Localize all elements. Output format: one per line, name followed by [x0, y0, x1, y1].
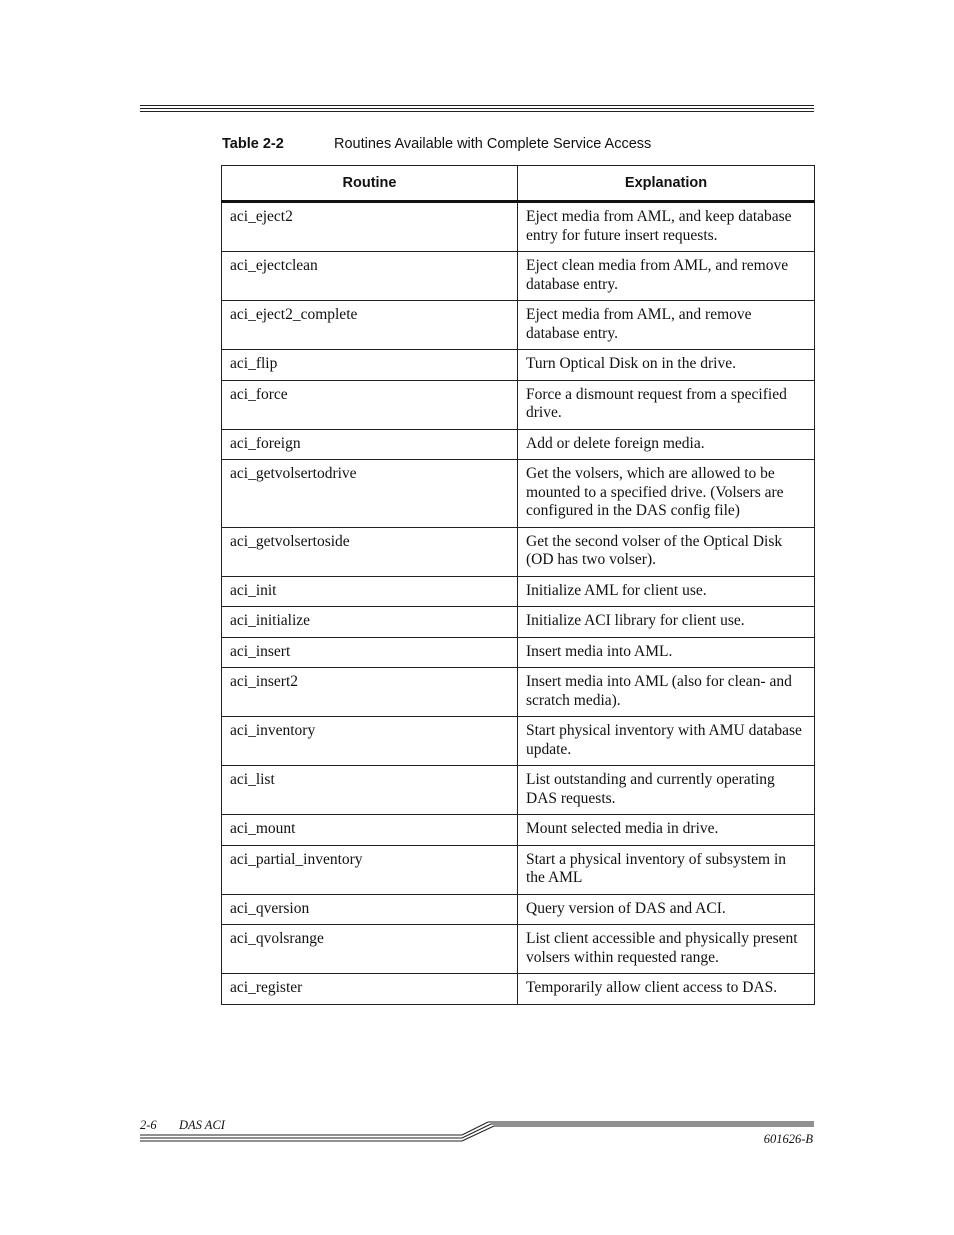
routine-cell: aci_init: [222, 576, 518, 607]
routine-cell: aci_flip: [222, 350, 518, 381]
routine-cell: aci_insert2: [222, 668, 518, 717]
explanation-cell: Initialize AML for client use.: [518, 576, 815, 607]
page-number: 2-6: [140, 1118, 157, 1132]
table-number: Table 2-2: [222, 136, 284, 152]
explanation-cell: List client accessible and physically present volsers within requested range.: [518, 925, 815, 974]
explanation-cell: Initialize ACI library for client use.: [518, 607, 815, 638]
routine-cell: aci_getvolsertodrive: [222, 460, 518, 528]
routine-cell: aci_initialize: [222, 607, 518, 638]
table-title: Routines Available with Complete Service Access: [334, 136, 652, 152]
routine-cell: aci_register: [222, 974, 518, 1005]
explanation-cell: Start a physical inventory of subsystem in the AML: [518, 845, 815, 894]
routine-cell: aci_eject2: [222, 202, 518, 252]
column-header-explanation: Explanation: [518, 166, 815, 202]
explanation-cell: Eject media from AML, and keep database entry for future insert requests.: [518, 202, 815, 252]
explanation-cell: Get the volsers, which are allowed to be mounted to a specified drive. (Volsers are configured in the DAS config file): [518, 460, 815, 528]
footer-left: [140, 1118, 225, 1133]
routine-cell: aci_mount: [222, 815, 518, 846]
routine-cell: aci_qversion: [222, 894, 518, 925]
explanation-cell: Temporarily allow client access to DAS.: [518, 974, 815, 1005]
routine-cell: aci_list: [222, 766, 518, 815]
section-name: DAS ACI: [179, 1118, 225, 1132]
routine-cell: aci_insert: [222, 637, 518, 668]
explanation-cell: Insert media into AML.: [518, 637, 815, 668]
explanation-cell: Mount selected media in drive.: [518, 815, 815, 846]
routine-cell: aci_ejectclean: [222, 252, 518, 301]
explanation-cell: Get the second volser of the Optical Disk (OD has two volser).: [518, 527, 815, 576]
routine-cell: aci_partial_inventory: [222, 845, 518, 894]
explanation-cell: List outstanding and currently operating DAS requests.: [518, 766, 815, 815]
explanation-cell: Eject media from AML, and remove database entry.: [518, 301, 815, 350]
explanation-cell: Eject clean media from AML, and remove database entry.: [518, 252, 815, 301]
explanation-cell: Add or delete foreign media.: [518, 429, 815, 460]
explanation-cell: Query version of DAS and ACI.: [518, 894, 815, 925]
routine-cell: aci_getvolsertoside: [222, 527, 518, 576]
document-number: 601626-B: [763, 1132, 813, 1146]
routine-cell: aci_qvolsrange: [222, 925, 518, 974]
explanation-cell: Force a dismount request from a specified drive.: [518, 380, 815, 429]
routine-cell: aci_inventory: [222, 717, 518, 766]
explanation-cell: Turn Optical Disk on in the drive.: [518, 350, 815, 381]
explanation-cell: Insert media into AML (also for clean- and scratch media).: [518, 668, 815, 717]
routine-cell: aci_force: [222, 380, 518, 429]
column-header-routine: Routine: [222, 166, 518, 202]
explanation-cell: Start physical inventory with AMU database update.: [518, 717, 815, 766]
routine-cell: aci_eject2_complete: [222, 301, 518, 350]
routine-cell: aci_foreign: [222, 429, 518, 460]
